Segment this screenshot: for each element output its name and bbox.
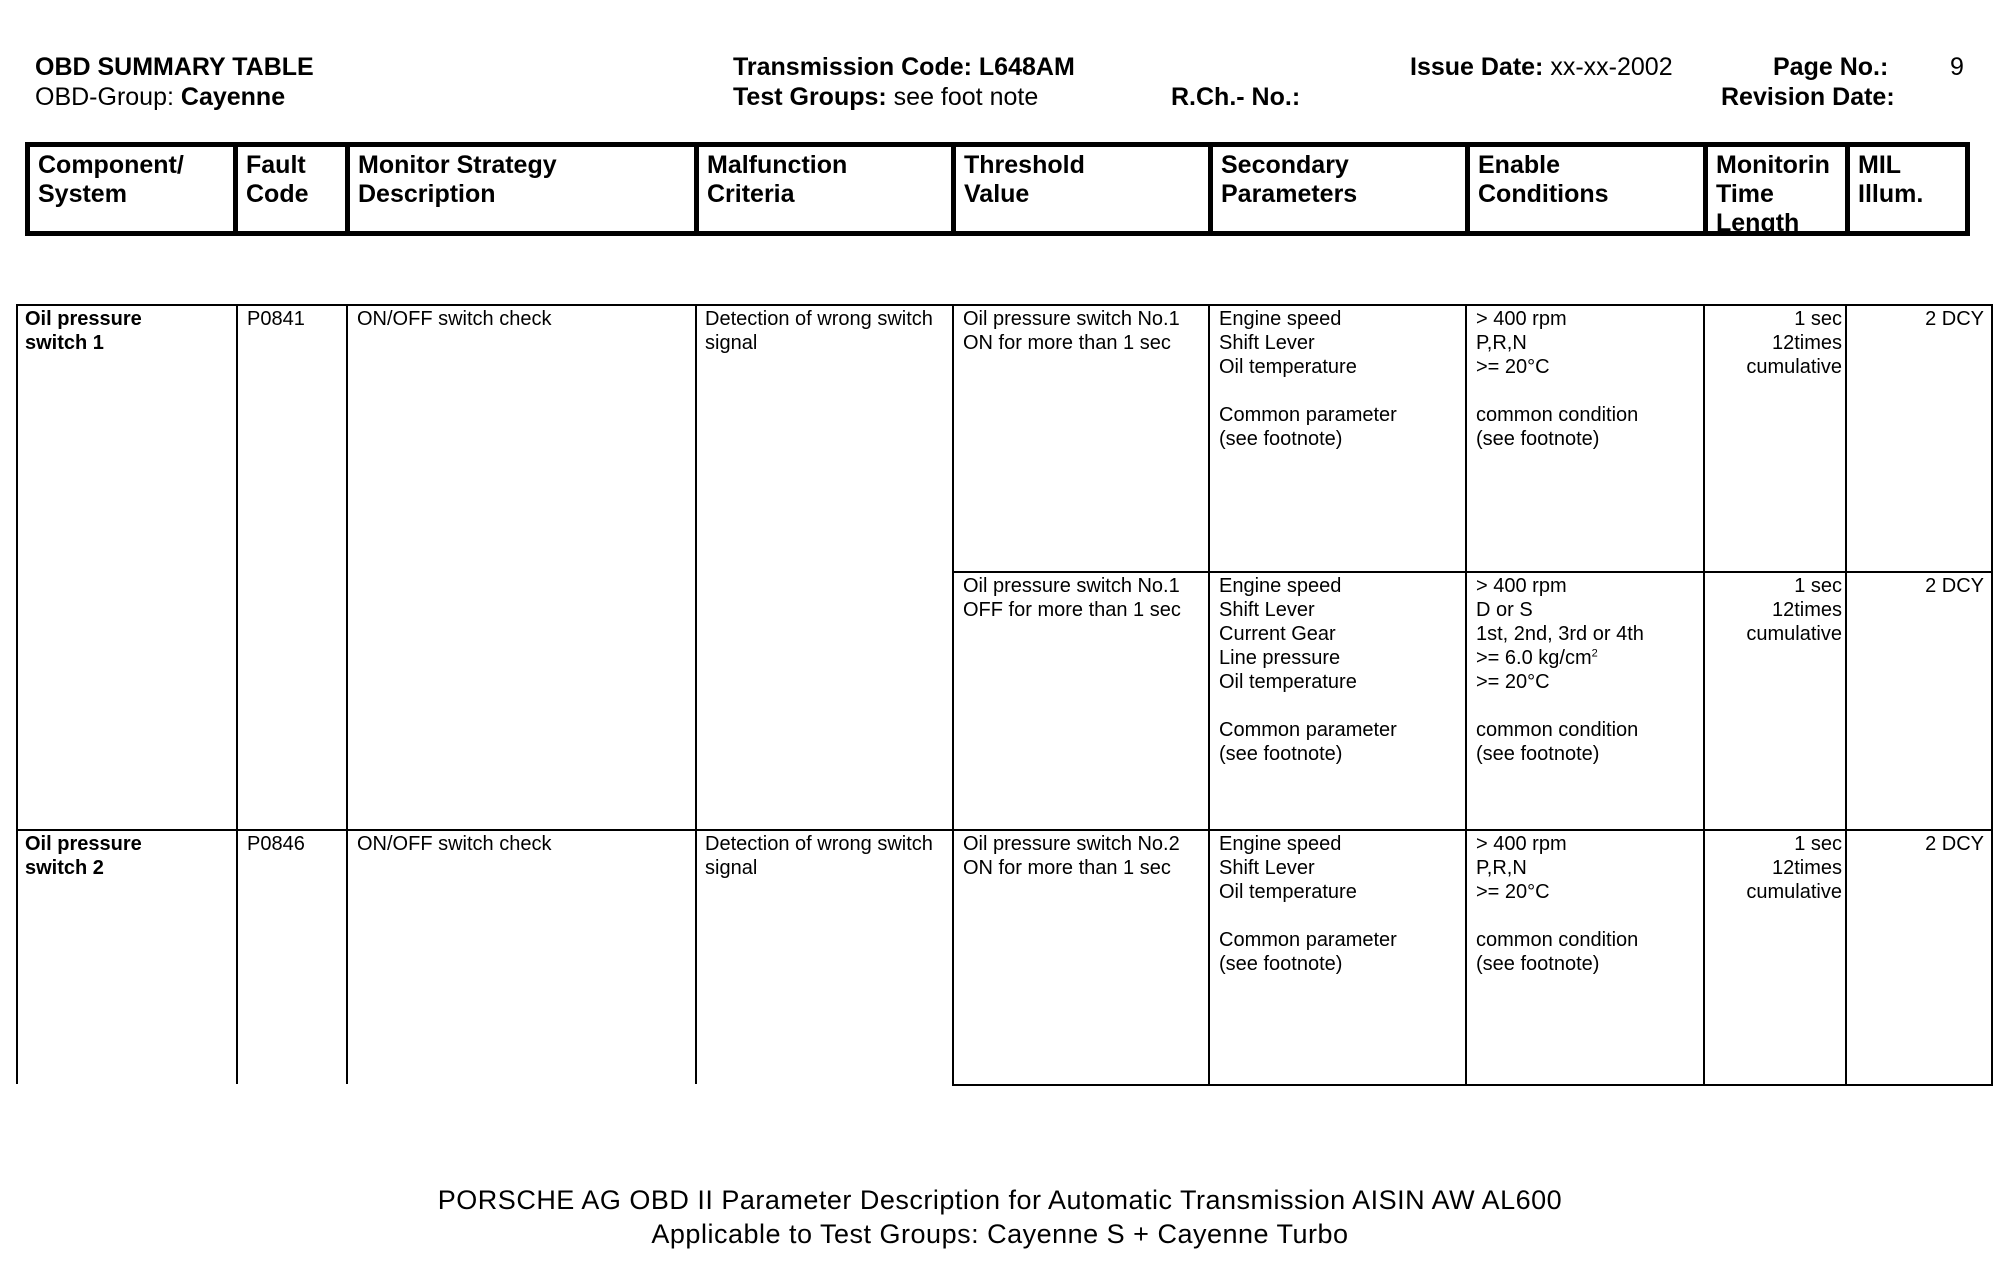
footer-description: PORSCHE AG OBD II Parameter Description for Automatic Transmission AISIN AW AL600 <box>437 1185 1563 1215</box>
monitor-strategy: ON/OFF switch check <box>357 308 552 330</box>
grid-line <box>236 304 238 1084</box>
monitoring-time: 1 sec 12times cumulative <box>1746 575 1842 645</box>
grid-line <box>952 571 1993 573</box>
threshold-value: Oil pressure switch No.1 OFF for more than 1 sec <box>963 575 1181 621</box>
mil-illumination: 2 DCY <box>1925 833 1984 855</box>
grid-line <box>16 304 1993 306</box>
mil-illumination: 2 DCY <box>1925 575 1984 597</box>
malfunction-criteria: Detection of wrong switch signal <box>705 833 933 879</box>
grid-line <box>346 304 348 1084</box>
grid-line <box>1465 304 1467 1086</box>
column-header-secondary-parameters: Secondary Parameters <box>1208 147 1469 231</box>
column-header-monitor-strategy: Monitor Strategy Description <box>345 147 698 231</box>
grid-line <box>952 1084 1993 1086</box>
transmission-code-value: L648AM <box>978 53 1075 81</box>
secondary-parameters: Engine speed Shift Lever Oil temperature Common parameter (see footnote) <box>1219 308 1397 450</box>
revision-date-label: Revision Date: <box>1721 83 1895 111</box>
grid-line <box>952 304 954 1086</box>
page-title: OBD SUMMARY TABLE <box>35 53 314 81</box>
threshold-value: Oil pressure switch No.1 ON for more than 1 sec <box>963 308 1180 354</box>
page-number-label: Page No.: <box>1773 53 1889 81</box>
grid-line <box>1703 304 1705 1086</box>
issue-date-label: Issue Date: <box>1410 53 1544 81</box>
transmission-code-label: Transmission Code: <box>733 53 972 81</box>
page-number-value: 9 <box>1950 53 1964 81</box>
test-groups-label: Test Groups: <box>733 83 887 111</box>
footer-test-groups: Applicable to Test Groups: Cayenne S + Cayenne Turbo <box>651 1219 1349 1249</box>
grid-line <box>1208 304 1210 1086</box>
test-groups-value: see foot note <box>893 83 1039 111</box>
enable-conditions: > 400 rpm P,R,N >= 20°C common condition (see footnote) <box>1476 308 1639 450</box>
grid-line <box>16 304 18 1084</box>
obd-group <box>35 82 285 112</box>
column-header-row <box>25 142 1970 236</box>
threshold-value: Oil pressure switch No.2 ON for more than 1 sec <box>963 833 1180 879</box>
rch-number-label: R.Ch.- No.: <box>1171 83 1301 111</box>
column-header-component: Component/ System <box>38 151 184 208</box>
enable-conditions: > 400 rpm D or S 1st, 2nd, 3rd or 4th >= 6.0 $kg/cm^2$ >= 20°C common condition (see footnote) <box>1476 575 1644 765</box>
column-header-mil-illumination: MIL Illum. <box>1845 147 1965 231</box>
enable-conditions: > 400 rpm P,R,N >= 20°C common condition (see footnote) <box>1476 833 1639 975</box>
mil-illumination: 2 DCY <box>1925 308 1984 330</box>
column-header-enable-conditions: Enable Conditions <box>1465 147 1707 231</box>
monitor-strategy: ON/OFF switch check <box>357 833 552 855</box>
monitoring-time: 1 sec 12times cumulative <box>1746 308 1842 378</box>
issue-date <box>1410 52 1673 82</box>
column-header-fault-code: Fault Code <box>233 147 349 231</box>
secondary-parameters: Engine speed Shift Lever Oil temperature Common parameter (see footnote) <box>1219 833 1397 975</box>
grid-line <box>16 829 1993 831</box>
column-header-monitoring-time: Monitorin Time Length <box>1703 147 1849 231</box>
obd-group-value: Cayenne <box>180 83 286 111</box>
fault-code: P0841 <box>247 308 305 330</box>
superscript: 2 <box>1591 647 1598 660</box>
grid-line <box>1991 304 1993 1086</box>
column-header-malfunction-criteria: Malfunction Criteria <box>694 147 955 231</box>
monitoring-time: 1 sec 12times cumulative <box>1746 833 1842 903</box>
grid-line <box>695 304 697 1084</box>
component-name: Oil pressure switch 2 <box>25 833 142 879</box>
issue-date-value: xx-xx-2002 <box>1550 53 1673 81</box>
obd-group-label: OBD-Group: <box>35 83 174 111</box>
fault-code: P0846 <box>247 833 305 855</box>
malfunction-criteria: Detection of wrong switch signal <box>705 308 933 354</box>
secondary-parameters: Engine speed Shift Lever Current Gear Line pressure Oil temperature Common parameter (see footnote) <box>1219 575 1397 765</box>
test-groups <box>733 82 1038 112</box>
column-header-threshold-value: Threshold Value <box>951 147 1212 231</box>
component-name: Oil pressure switch 1 <box>25 308 142 354</box>
transmission-code <box>733 52 1075 82</box>
grid-line <box>1845 304 1847 1086</box>
